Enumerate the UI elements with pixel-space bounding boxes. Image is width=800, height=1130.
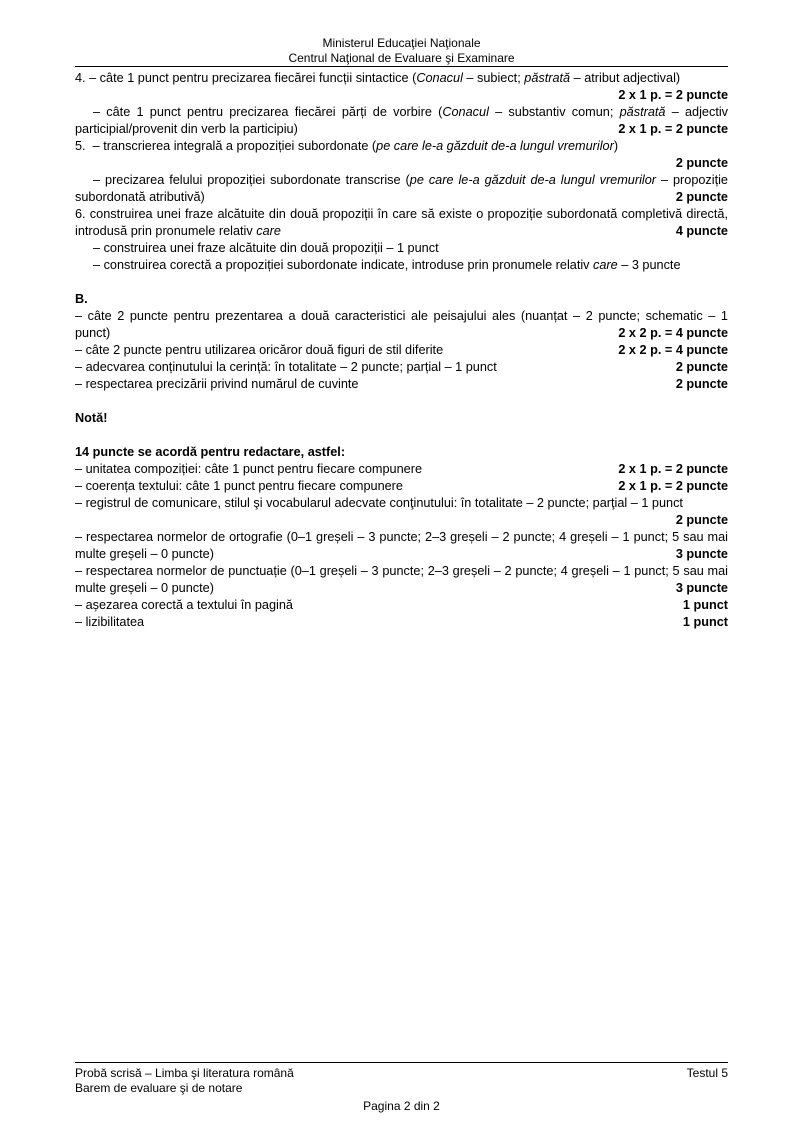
document-footer (75, 1062, 728, 1114)
rubric-paragraph (75, 308, 728, 342)
text-segment: – respectarea normelor de punctuație (0–1 greșeli – 3 puncte; 2–3 greșeli – 2 puncte; 4 greșeli – 1 punct; 5 sau mai multe greșeli – 0 puncte) (75, 564, 728, 595)
text-segment: – câte 2 puncte pentru utilizarea oricăror două figuri de stil diferite (75, 343, 444, 357)
text-segment: păstrată (524, 71, 571, 85)
rubric-paragraph (75, 138, 728, 155)
rubric-paragraph (75, 342, 728, 359)
rubric-paragraph (75, 614, 728, 631)
text-segment: păstrată (619, 105, 666, 119)
text-segment: – registrul de comunicare, stilul şi vocabularul adecvate conţinutului: în totalitate – 2 puncte; parţial – 1 punct (75, 496, 683, 510)
text-segment: – atribut adjectival) (570, 71, 681, 85)
rubric-paragraph (75, 444, 728, 461)
points-value: 2 puncte (675, 513, 728, 527)
rubric-paragraph (75, 478, 728, 495)
blank-line (75, 427, 728, 444)
text-segment: – substantiv comun; (488, 105, 620, 119)
footer-doc-type: Barem de evaluare şi de notare (75, 1080, 243, 1095)
text-segment: – așezarea corectă a textului în pagină (75, 598, 293, 612)
text-segment: 5. – transcrierea integrală a propoziției subordonate ( (75, 139, 377, 153)
rubric-paragraph (75, 257, 728, 274)
points-value: 4 puncte (672, 224, 728, 238)
document-body (75, 70, 728, 631)
text-segment: ) (613, 139, 619, 153)
text-segment: 14 puncte se acordă pentru redactare, astfel: (75, 445, 346, 459)
text-segment: 6. construirea unei fraze alcătuite din două propoziții în care să existe o propoziție subordonată completivă directă, introdusă prin pronumele relativ (75, 207, 728, 238)
rubric-paragraph (75, 495, 728, 512)
points-value: 2 puncte (672, 360, 728, 374)
text-segment: – unitatea compoziției: câte 1 punct pentru fiecare compunere (75, 462, 422, 476)
points-value: 2 puncte (675, 156, 728, 170)
points-value: 2 x 2 p. = 4 puncte (614, 326, 728, 340)
points-value: 2 puncte (672, 377, 728, 391)
rubric-paragraph (75, 529, 728, 563)
rubric-paragraph (75, 410, 728, 427)
header-org-line-2: Centrul Naţional de Evaluare şi Examinare (288, 50, 515, 65)
text-segment: pe care le-a găzduit de-a lungul vremurilor (409, 173, 657, 187)
rubric-paragraph (75, 376, 728, 393)
rubric-paragraph (75, 461, 728, 478)
footer-exam-title: Probă scrisă – Limba şi literatura română (75, 1066, 294, 1080)
header-org-line-1: Ministerul Educaţiei Naţionale (322, 36, 481, 50)
points-value: 2 x 1 p. = 2 puncte (614, 122, 728, 136)
footer-left-block (75, 1066, 294, 1095)
rubric-paragraph (75, 172, 728, 206)
text-segment: – câte 2 puncte pentru prezentarea a două caracteristici ale peisajului ales (nuanțat – 2 puncte; schematic – 1 punct) (75, 309, 728, 340)
points-value: 2 x 2 p. = 4 puncte (614, 343, 728, 357)
text-segment: B. (75, 292, 88, 306)
blank-line (75, 274, 728, 291)
points-value: 2 x 1 p. = 2 puncte (614, 88, 728, 102)
points-value: 1 punct (679, 598, 728, 612)
text-segment: – subiect; (462, 71, 525, 85)
text-segment: pe care le-a găzduit de-a lungul vremurilor (376, 139, 614, 153)
rubric-paragraph (75, 206, 728, 240)
points-value: 2 x 1 p. = 2 puncte (614, 479, 728, 493)
text-segment: Conacul (442, 105, 489, 119)
text-segment: 4. – câte 1 punct pentru precizarea fiecărei funcții sintactice ( (75, 71, 417, 85)
rubric-paragraph (75, 291, 728, 308)
text-segment: – coerența textului: câte 1 punct pentru fiecare compunere (75, 479, 403, 493)
points-value: 2 x 1 p. = 2 puncte (614, 462, 728, 476)
points-value: 2 puncte (672, 190, 728, 204)
footer-row (75, 1063, 728, 1095)
header-divider (75, 66, 728, 67)
rubric-paragraph (75, 240, 728, 257)
points-value: 1 punct (679, 615, 728, 629)
text-segment: Conacul (416, 71, 463, 85)
text-segment: care (593, 258, 618, 272)
text-segment: – adecvarea conținutului la cerință: în totalitate – 2 puncte; parțial – 1 punct (75, 360, 497, 374)
blank-line (75, 393, 728, 410)
rubric-paragraph (75, 70, 728, 104)
text-segment: – construirea corectă a propoziției subordonate indicate, introduse prin pronumele relativ (93, 258, 594, 272)
document-header (75, 36, 728, 65)
text-segment: – câte 1 punct pentru precizarea fiecărei părți de vorbire ( (93, 105, 443, 119)
points-value: 3 puncte (672, 547, 728, 561)
text-segment: Notă! (75, 411, 108, 425)
text-segment: – propoziție subordonată atributivă) (75, 173, 728, 204)
footer-page-number: Pagina 2 din 2 (363, 1099, 440, 1113)
text-segment: – respectarea normelor de ortografie (0–1 greșeli – 3 puncte; 2–3 greșeli – 2 puncte; 4 greșeli – 1 punct; 5 sau mai multe greșeli – 0 puncte) (75, 530, 728, 561)
text-segment: – adjectiv participial/provenit din verb la participiu) (75, 105, 728, 136)
text-segment: – precizarea felului propoziției subordonate transcrise ( (93, 173, 410, 187)
rubric-paragraph (75, 104, 728, 138)
rubric-paragraph (75, 597, 728, 614)
footer-test-number: Testul 5 (686, 1066, 728, 1080)
points-value: 3 puncte (672, 581, 728, 595)
text-segment: – 3 puncte (617, 258, 681, 272)
rubric-paragraph (75, 563, 728, 597)
text-segment: – construirea unei fraze alcătuite din două propoziții – 1 punct (93, 241, 439, 255)
text-segment: – lizibilitatea (75, 615, 145, 629)
rubric-paragraph (75, 359, 728, 376)
text-segment: care (256, 224, 281, 238)
text-segment: – respectarea precizării privind numărul de cuvinte (75, 377, 359, 391)
